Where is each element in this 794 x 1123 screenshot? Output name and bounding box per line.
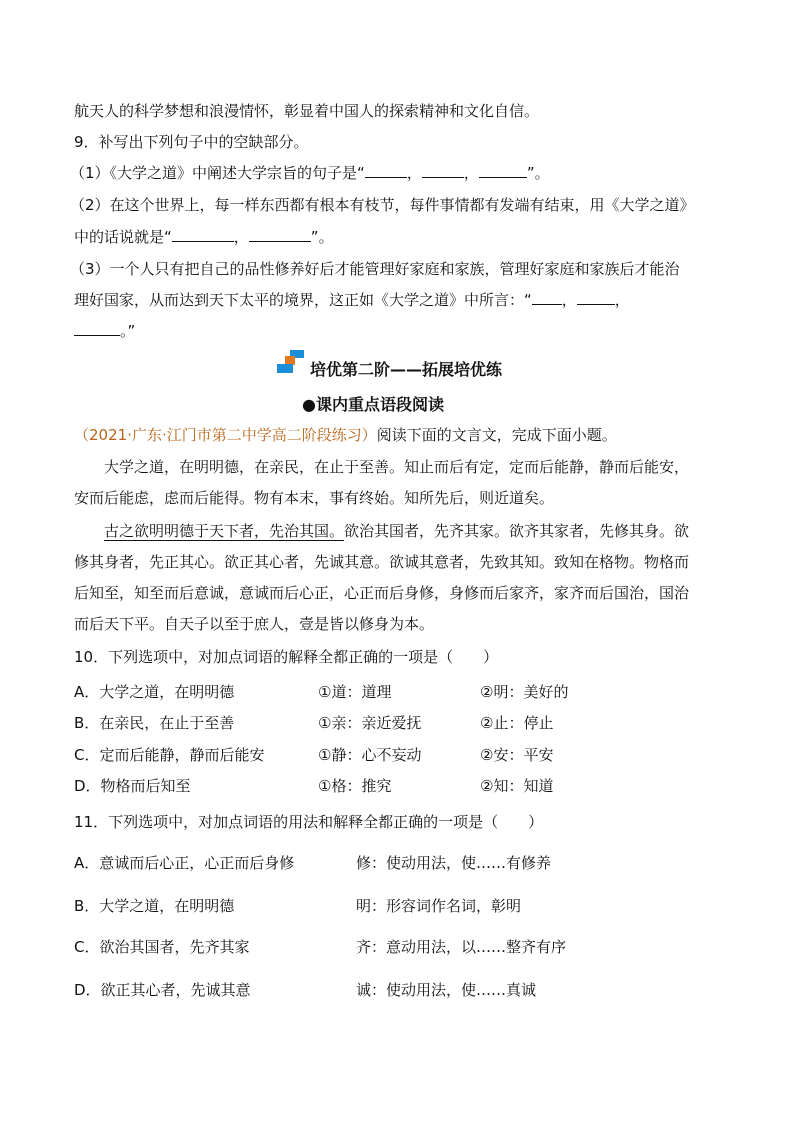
source-tag: （2021·广东·江门市第二中学高二阶段练习）	[74, 426, 377, 444]
option-label: A．大学之道，在明明德	[74, 683, 235, 701]
q9-part2-line1: （2）在这个世界上，每一样东西都有根本有枝节，每件事情都有发端有结束，用《大学之道》	[70, 196, 695, 214]
q9-part3-text: 理好国家，从而达到天下太平的境界，这正如《大学之道》中所言：“	[74, 291, 532, 309]
fill-blank[interactable]	[422, 162, 464, 178]
option-note-1: ①道：道理	[318, 683, 392, 701]
passage-line-3	[104, 520, 689, 542]
option-note-1: ①亲：亲近爱抚	[318, 714, 422, 732]
passage-line-5: 后知至，知至而后意诚，意诚而后心正，心正而后身修，身修而后家齐，家齐而后国治，国治	[74, 584, 690, 602]
q9-part2-line2	[74, 226, 334, 248]
comma: ，	[406, 164, 422, 182]
fill-blank[interactable]	[577, 289, 615, 305]
option-label: B．大学之道，在明明德	[74, 897, 235, 915]
q10-stem: 10．下列选项中，对加点词语的解释全都正确的一项是（ ）	[74, 648, 499, 666]
option-note-2: ②明：美好的	[480, 683, 569, 701]
option-label: B．在亲民，在止于至善	[74, 714, 235, 732]
q9-part2-text: 中的话说就是“	[74, 228, 172, 246]
source-line	[74, 424, 617, 446]
closing-quote: ”。	[526, 164, 550, 182]
passage-line-4: 修其身者，先正其心。欲正其心者，先诚其意。欲诚其意者，先致其知。致知在格物。物格而	[74, 553, 690, 571]
comma: ，	[561, 291, 577, 309]
passage-text: 欲治其国者，先齐其家。欲齐其家者，先修其身。欲	[344, 522, 690, 540]
option-note: 诚：使动用法，使……真诚	[356, 981, 537, 999]
section-logo-icon	[276, 349, 306, 375]
fill-blank[interactable]	[365, 162, 407, 178]
option-label: C．欲治其国者，先齐其家	[74, 938, 250, 956]
fill-blank[interactable]	[249, 226, 311, 242]
closing-quote: ”。	[310, 228, 334, 246]
comma: ，	[463, 164, 479, 182]
comma: ，	[614, 291, 630, 309]
option-note-2: ②知：知道	[480, 777, 554, 795]
source-instruction: 阅读下面的文言文，完成下面小题。	[376, 426, 617, 444]
option-note-1: ①静：心不妄动	[318, 746, 422, 764]
fill-blank[interactable]	[479, 162, 527, 178]
option-note: 修：使动用法，使……有修养	[356, 854, 552, 872]
q9-part1	[70, 162, 550, 184]
section-subtitle: ●课内重点语段阅读	[302, 395, 444, 414]
option-note-2: ②止：停止	[480, 714, 554, 732]
q9-part3-line2	[74, 289, 630, 311]
underlined-sentence: 古之欲明明德于天下者，先治其国。	[104, 522, 345, 540]
option-note-1: ①格：推究	[318, 777, 392, 795]
q11-stem: 11．下列选项中，对加点词语的用法和解释全都正确的一项是（ ）	[74, 813, 544, 831]
q9-part1-text: （1）《大学之道》中阐述大学宗旨的句子是“	[70, 164, 365, 182]
passage-line-2: 安而后能虑，虑而后能得。物有本末，事有终始。知所先后，则近道矣。	[74, 489, 555, 507]
q9-part3-line1: （3）一个人只有把自己的品性修养好后才能管理好家庭和家族，管理好家庭和家族后才能治	[70, 260, 680, 278]
passage-line-6: 而后天下平。自天子以至于庶人，壹是皆以修身为本。	[74, 615, 435, 633]
fill-blank[interactable]	[532, 289, 562, 305]
intro-line: 航天人的科学梦想和浪漫情怀，彰显着中国人的探索精神和文化自信。	[74, 102, 540, 120]
option-note-2: ②安：平安	[480, 746, 554, 764]
option-note: 明：形容词作名词，彰明	[356, 897, 522, 915]
passage-line-1: 大学之道，在明明德，在亲民，在止于至善。知止而后有定，定而后能静，静而后能安，	[104, 458, 690, 476]
option-label: C．定而后能静，静而后能安	[74, 746, 265, 764]
comma: ，	[233, 228, 249, 246]
closing-quote: 。”	[120, 322, 136, 340]
fill-blank[interactable]	[74, 320, 120, 336]
q9-part3-line3	[74, 320, 135, 342]
option-label: A．意诚而后心正，心正而后身修	[74, 854, 295, 872]
fill-blank[interactable]	[172, 226, 234, 242]
option-note: 齐：意动用法，以……整齐有序	[356, 938, 567, 956]
q9-stem: 9．补写出下列句子中的空缺部分。	[74, 133, 309, 151]
option-label: D．物格而后知至	[74, 777, 191, 795]
section-title: 培优第二阶——拓展培优练	[310, 360, 503, 379]
option-label: D．欲正其心者，先诚其意	[74, 981, 251, 999]
